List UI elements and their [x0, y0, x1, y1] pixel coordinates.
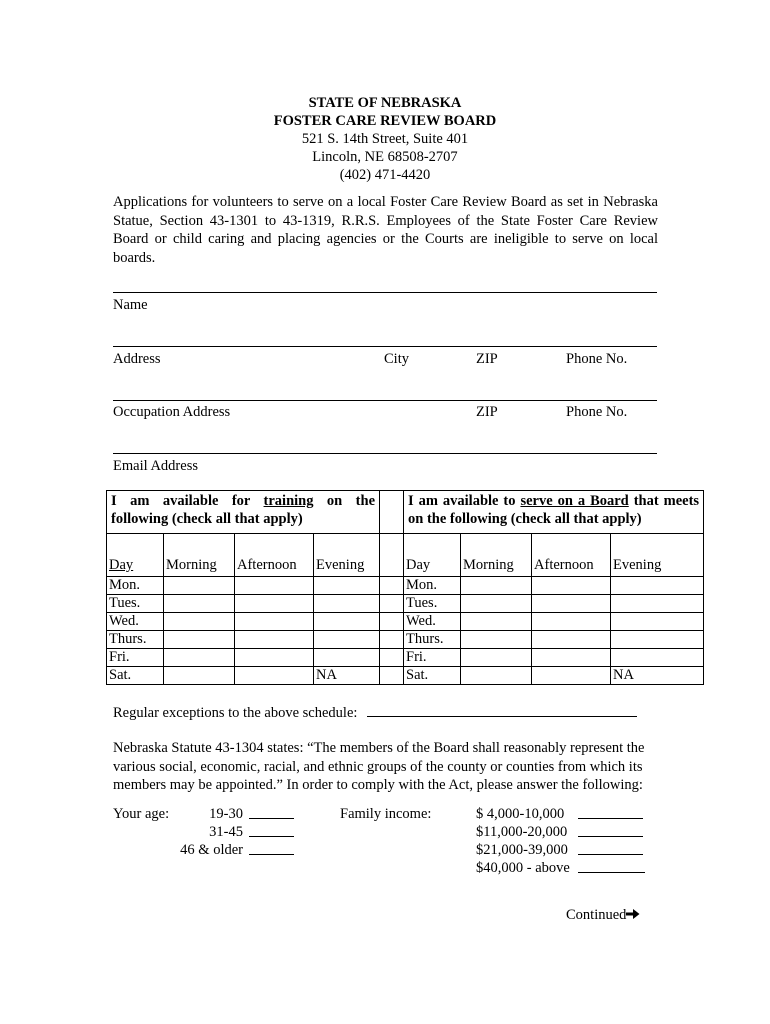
col-evening-left: Evening [314, 534, 380, 577]
evening-checkbox-left[interactable] [314, 577, 380, 595]
occupation-line[interactable] [113, 400, 657, 401]
morning-checkbox-right[interactable] [461, 613, 532, 631]
col-day-right: Day [404, 534, 461, 577]
afternoon-checkbox-left[interactable] [235, 613, 314, 631]
col-day-left: Day [107, 534, 164, 577]
table-row [107, 595, 704, 613]
afternoon-checkbox-right[interactable] [532, 577, 611, 595]
statute-paragraph: Nebraska Statute 43-1304 states: “The members of the Board shall reasonably represent the various social, economic, racial, and ethnic groups of the county or counties from which its members may be appointed.” In order to comply with the Act, please answer the following: [113, 740, 645, 793]
morning-checkbox-left[interactable] [164, 667, 235, 685]
income-range-3: $21,000-39,000 [476, 842, 568, 858]
agency-phone: (402) 471-4420 [339, 167, 431, 183]
afternoon-checkbox-right[interactable] [532, 613, 611, 631]
day-cell-right: Mon. [404, 577, 461, 595]
income-range-4: $40,000 - above [476, 860, 570, 876]
table-row [107, 649, 704, 667]
afternoon-checkbox-right[interactable] [532, 595, 611, 613]
board-heading: I am available to serve on a Board that meets on the following (check all that apply) [404, 491, 704, 534]
table-divider [380, 631, 404, 649]
afternoon-checkbox-left[interactable] [235, 649, 314, 667]
table-row [107, 631, 704, 649]
table-divider [380, 667, 404, 685]
col-morning-right: Morning [461, 534, 532, 577]
age-range-31-45: 31-45 [209, 824, 243, 840]
afternoon-checkbox-right[interactable] [532, 649, 611, 667]
afternoon-checkbox-left[interactable] [235, 667, 314, 685]
evening-checkbox-right[interactable] [611, 577, 704, 595]
agency-street: 521 S. 14th Street, Suite 401 [301, 131, 469, 147]
morning-checkbox-right[interactable] [461, 631, 532, 649]
income-blank-1[interactable] [578, 806, 643, 819]
table-divider [380, 595, 404, 613]
training-heading: I am available for training on the following (check all that apply) [107, 491, 380, 534]
afternoon-checkbox-left[interactable] [235, 577, 314, 595]
name-line[interactable] [113, 292, 657, 293]
income-range-2: $11,000-20,000 [476, 824, 568, 840]
evening-checkbox-left[interactable] [314, 649, 380, 667]
morning-checkbox-left[interactable] [164, 595, 235, 613]
income-blank-2[interactable] [578, 824, 643, 837]
age-label: Your age: [113, 806, 170, 822]
afternoon-checkbox-right[interactable] [532, 667, 611, 685]
morning-checkbox-right[interactable] [461, 595, 532, 613]
email-label: Email Address [113, 458, 198, 474]
zip-label: ZIP [476, 351, 498, 367]
table-divider [380, 649, 404, 667]
age-blank-1[interactable] [249, 806, 294, 819]
agency-name: FOSTER CARE REVIEW BOARD [273, 113, 497, 129]
table-divider [380, 491, 404, 534]
day-cell-right: Fri. [404, 649, 461, 667]
evening-checkbox-right[interactable] [611, 595, 704, 613]
afternoon-checkbox-left[interactable] [235, 595, 314, 613]
address-label: Address [113, 351, 161, 367]
afternoon-checkbox-left[interactable] [235, 631, 314, 649]
morning-checkbox-right[interactable] [461, 577, 532, 595]
table-divider [380, 613, 404, 631]
income-range-1: $ 4,000-10,000 [476, 806, 565, 822]
day-cell-left: Thurs. [107, 631, 164, 649]
evening-na-left: NA [314, 667, 380, 685]
evening-na-right: NA [611, 667, 704, 685]
evening-checkbox-right[interactable] [611, 613, 704, 631]
day-cell-right: Thurs. [404, 631, 461, 649]
evening-checkbox-left[interactable] [314, 613, 380, 631]
day-cell-right: Sat. [404, 667, 461, 685]
col-evening-right: Evening [611, 534, 704, 577]
table-row [107, 667, 704, 685]
phone-label: Phone No. [566, 351, 628, 367]
evening-checkbox-right[interactable] [611, 649, 704, 667]
evening-checkbox-left[interactable] [314, 595, 380, 613]
table-divider [380, 534, 404, 577]
exceptions-label: Regular exceptions to the above schedule: [113, 704, 637, 722]
occupation-zip-label: ZIP [476, 404, 498, 420]
morning-checkbox-left[interactable] [164, 577, 235, 595]
day-cell-right: Wed. [404, 613, 461, 631]
age-range-19-30: 19-30 [209, 806, 243, 822]
col-morning-left: Morning [164, 534, 235, 577]
morning-checkbox-left[interactable] [164, 649, 235, 667]
continued-label: Continued [566, 906, 640, 924]
col-afternoon-right: Afternoon [532, 534, 611, 577]
name-label: Name [113, 297, 148, 313]
day-cell-left: Tues. [107, 595, 164, 613]
age-blank-3[interactable] [249, 842, 294, 855]
col-afternoon-left: Afternoon [235, 534, 314, 577]
evening-checkbox-right[interactable] [611, 631, 704, 649]
exceptions-blank[interactable] [367, 704, 637, 717]
evening-checkbox-left[interactable] [314, 631, 380, 649]
email-line[interactable] [113, 453, 657, 454]
table-divider [380, 577, 404, 595]
day-cell-left: Mon. [107, 577, 164, 595]
city-label: City [384, 351, 409, 367]
availability-table [106, 490, 704, 685]
income-label: Family income: [340, 806, 432, 822]
day-cell-left: Fri. [107, 649, 164, 667]
morning-checkbox-left[interactable] [164, 613, 235, 631]
arrow-right-icon [626, 908, 640, 920]
address-line[interactable] [113, 346, 657, 347]
age-blank-2[interactable] [249, 824, 294, 837]
morning-checkbox-right[interactable] [461, 649, 532, 667]
day-cell-right: Tues. [404, 595, 461, 613]
intro-paragraph: Applications for volunteers to serve on a local Foster Care Review Board as set in Nebraska Statue, Section 43-1301 to 43-1319, R.R.S. Employees of the State Foster Care Review Board or child caring and placing agencies or the Courts are ineligible to serve on local boards. [113, 194, 658, 266]
age-range-46-older: 46 & older [180, 842, 243, 858]
morning-checkbox-right[interactable] [461, 667, 532, 685]
day-cell-left: Wed. [107, 613, 164, 631]
income-blank-3[interactable] [578, 842, 643, 855]
table-row [107, 613, 704, 631]
day-cell-left: Sat. [107, 667, 164, 685]
occupation-phone-label: Phone No. [566, 404, 628, 420]
table-row [107, 577, 704, 595]
agency-city: Lincoln, NE 68508-2707 [312, 149, 458, 165]
income-blank-4[interactable] [578, 860, 645, 873]
occupation-address-label: Occupation Address [113, 404, 231, 420]
agency-state: STATE OF NEBRASKA [308, 95, 462, 111]
afternoon-checkbox-right[interactable] [532, 631, 611, 649]
morning-checkbox-left[interactable] [164, 631, 235, 649]
